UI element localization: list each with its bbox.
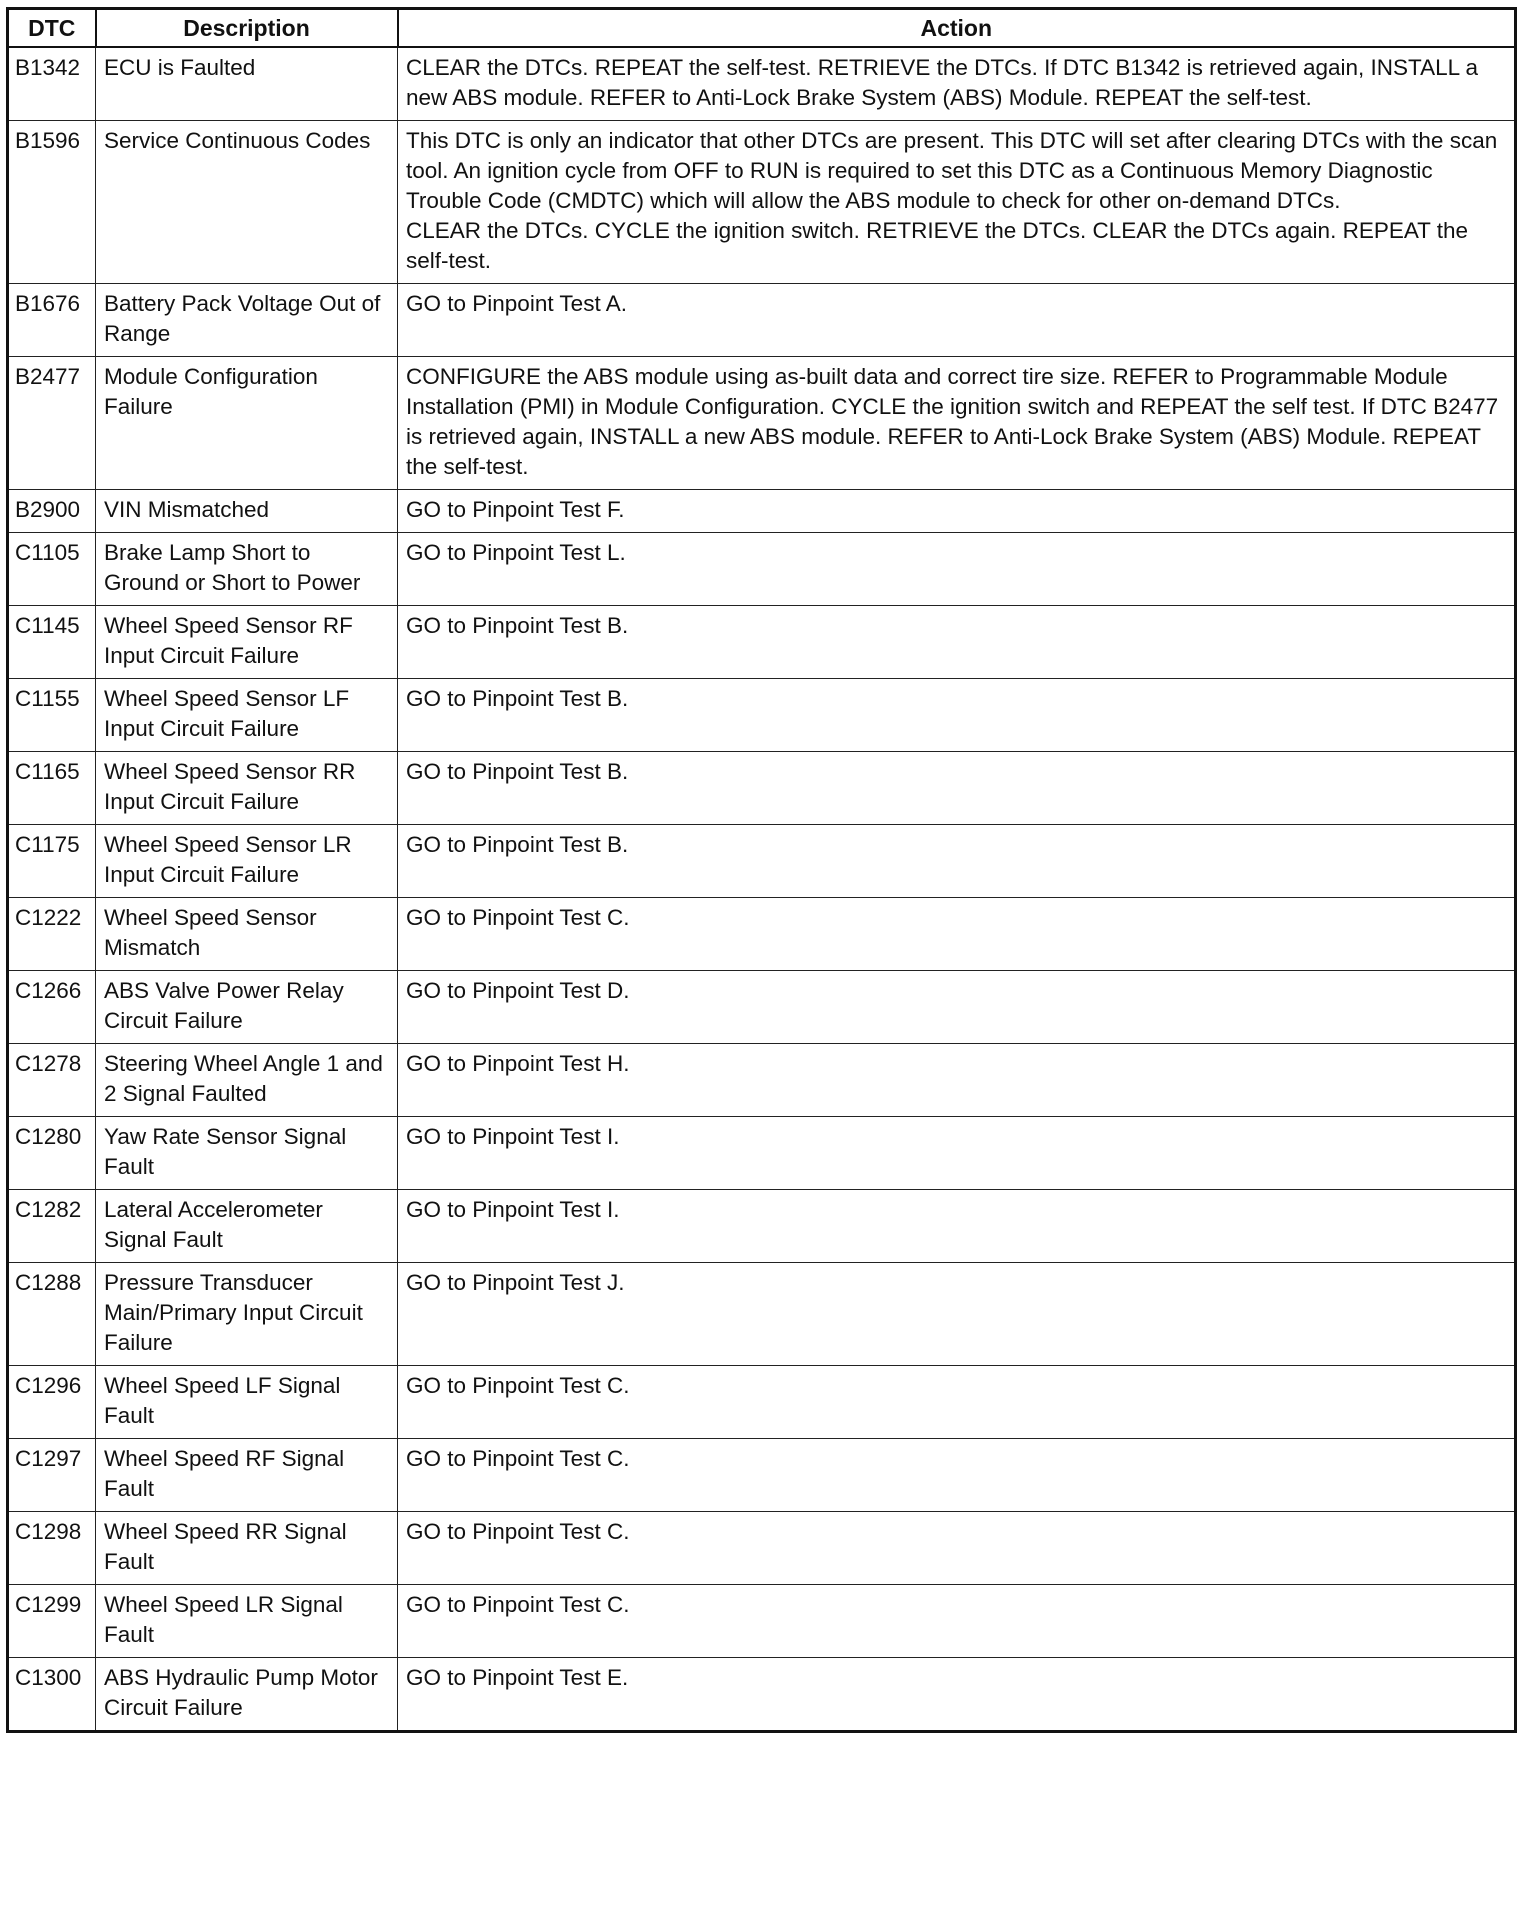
dtc-description: Wheel Speed LF Signal Fault	[96, 1365, 398, 1438]
action-paragraph: GO to Pinpoint Test B.	[406, 685, 629, 711]
action-paragraph: GO to Pinpoint Test I.	[406, 1196, 620, 1222]
table-row	[8, 970, 1516, 1043]
dtc-code: B1676	[8, 283, 96, 356]
dtc-action	[398, 532, 1516, 605]
table-row	[8, 356, 1516, 489]
action-paragraph: CONFIGURE the ABS module using as-built data and correct tire size. REFER to Programmable Module Installation (PMI) in Module Configuration. CYCLE the ignition switch and REPEAT the self test. If DTC B2477 is retrieved again, INSTALL a new ABS module. REFER to Anti-Lock Brake System (ABS) Module. REPEAT the self-test.	[406, 363, 1499, 479]
dtc-description: Wheel Speed Sensor Mismatch	[96, 897, 398, 970]
header-description: Description	[96, 9, 398, 47]
dtc-code: C1175	[8, 824, 96, 897]
table-row	[8, 1116, 1516, 1189]
dtc-code: C1278	[8, 1043, 96, 1116]
action-paragraph: GO to Pinpoint Test L.	[406, 539, 626, 565]
dtc-action	[398, 356, 1516, 489]
dtc-code: C1266	[8, 970, 96, 1043]
dtc-action	[398, 970, 1516, 1043]
dtc-description: Wheel Speed Sensor RF Input Circuit Failure	[96, 605, 398, 678]
table-row	[8, 283, 1516, 356]
header-action: Action	[398, 9, 1516, 47]
table-body	[8, 47, 1516, 1732]
table-row	[8, 120, 1516, 283]
dtc-description: Wheel Speed LR Signal Fault	[96, 1584, 398, 1657]
action-paragraph: CLEAR the DTCs. CYCLE the ignition switch. RETRIEVE the DTCs. CLEAR the DTCs again. REPEAT the self-test.	[406, 217, 1469, 273]
dtc-code: C1155	[8, 678, 96, 751]
dtc-code: C1165	[8, 751, 96, 824]
dtc-code: C1282	[8, 1189, 96, 1262]
dtc-code: C1222	[8, 897, 96, 970]
dtc-action	[398, 824, 1516, 897]
dtc-description: Brake Lamp Short to Ground or Short to Power	[96, 532, 398, 605]
dtc-code: C1288	[8, 1262, 96, 1365]
table-row	[8, 1043, 1516, 1116]
dtc-action	[398, 897, 1516, 970]
action-paragraph: CLEAR the DTCs. REPEAT the self-test. RETRIEVE the DTCs. If DTC B1342 is retrieved again, INSTALL a new ABS module. REFER to Anti-Lock Brake System (ABS) Module. REPEAT the self-test.	[406, 54, 1479, 110]
dtc-action	[398, 751, 1516, 824]
header-dtc: DTC	[8, 9, 96, 47]
dtc-code: B2900	[8, 489, 96, 532]
action-paragraph: GO to Pinpoint Test F.	[406, 496, 625, 522]
action-paragraph: GO to Pinpoint Test E.	[406, 1664, 629, 1690]
dtc-action	[398, 1116, 1516, 1189]
action-paragraph: GO to Pinpoint Test C.	[406, 1445, 630, 1471]
dtc-code: C1299	[8, 1584, 96, 1657]
dtc-description: Lateral Accelerometer Signal Fault	[96, 1189, 398, 1262]
dtc-action	[398, 1438, 1516, 1511]
dtc-code: C1297	[8, 1438, 96, 1511]
table-row	[8, 1189, 1516, 1262]
action-paragraph: GO to Pinpoint Test I.	[406, 1123, 620, 1149]
dtc-description: Wheel Speed Sensor RR Input Circuit Failure	[96, 751, 398, 824]
dtc-description: Battery Pack Voltage Out of Range	[96, 283, 398, 356]
action-paragraph: GO to Pinpoint Test B.	[406, 612, 629, 638]
table-row	[8, 605, 1516, 678]
table-row	[8, 897, 1516, 970]
table-row	[8, 1584, 1516, 1657]
table-row	[8, 678, 1516, 751]
action-paragraph: This DTC is only an indicator that other DTCs are present. This DTC will set after clearing DTCs with the scan tool. An ignition cycle from OFF to RUN is required to set this DTC as a Continuous Memory Diagnostic Trouble Code (CMDTC) which will allow the ABS module to check for other on-demand DTCs.	[406, 127, 1498, 213]
dtc-code: C1300	[8, 1657, 96, 1731]
action-paragraph: GO to Pinpoint Test H.	[406, 1050, 630, 1076]
dtc-description: Yaw Rate Sensor Signal Fault	[96, 1116, 398, 1189]
table-row	[8, 1657, 1516, 1731]
table-row	[8, 1365, 1516, 1438]
header-row	[8, 9, 1516, 47]
dtc-description: Wheel Speed RF Signal Fault	[96, 1438, 398, 1511]
dtc-description: Wheel Speed Sensor LR Input Circuit Failure	[96, 824, 398, 897]
dtc-action	[398, 1043, 1516, 1116]
dtc-description: Module Configuration Failure	[96, 356, 398, 489]
dtc-action	[398, 1189, 1516, 1262]
dtc-description: ECU is Faulted	[96, 47, 398, 121]
dtc-action	[398, 47, 1516, 121]
action-paragraph: GO to Pinpoint Test C.	[406, 1591, 630, 1617]
dtc-description: VIN Mismatched	[96, 489, 398, 532]
action-paragraph: GO to Pinpoint Test B.	[406, 831, 629, 857]
dtc-action	[398, 1511, 1516, 1584]
dtc-action	[398, 1584, 1516, 1657]
dtc-action	[398, 489, 1516, 532]
action-paragraph: GO to Pinpoint Test B.	[406, 758, 629, 784]
dtc-description: Wheel Speed RR Signal Fault	[96, 1511, 398, 1584]
dtc-action	[398, 1657, 1516, 1731]
table-row	[8, 824, 1516, 897]
dtc-description: Wheel Speed Sensor LF Input Circuit Failure	[96, 678, 398, 751]
table-row	[8, 47, 1516, 121]
action-paragraph: GO to Pinpoint Test C.	[406, 1372, 630, 1398]
dtc-action	[398, 678, 1516, 751]
dtc-action	[398, 283, 1516, 356]
table-row	[8, 751, 1516, 824]
action-paragraph: GO to Pinpoint Test D.	[406, 977, 630, 1003]
action-paragraph: GO to Pinpoint Test C.	[406, 904, 630, 930]
dtc-code: C1105	[8, 532, 96, 605]
table-row	[8, 532, 1516, 605]
table-row	[8, 1438, 1516, 1511]
dtc-description: Steering Wheel Angle 1 and 2 Signal Faulted	[96, 1043, 398, 1116]
dtc-code: C1280	[8, 1116, 96, 1189]
dtc-action	[398, 120, 1516, 283]
dtc-action	[398, 605, 1516, 678]
dtc-code: C1145	[8, 605, 96, 678]
dtc-code: C1296	[8, 1365, 96, 1438]
action-paragraph: GO to Pinpoint Test C.	[406, 1518, 630, 1544]
dtc-description: ABS Hydraulic Pump Motor Circuit Failure	[96, 1657, 398, 1731]
dtc-code: B2477	[8, 356, 96, 489]
dtc-code: B1596	[8, 120, 96, 283]
dtc-description: ABS Valve Power Relay Circuit Failure	[96, 970, 398, 1043]
dtc-action	[398, 1262, 1516, 1365]
dtc-table	[6, 7, 1517, 1733]
dtc-action	[398, 1365, 1516, 1438]
dtc-description: Service Continuous Codes	[96, 120, 398, 283]
action-paragraph: GO to Pinpoint Test A.	[406, 290, 627, 316]
dtc-description: Pressure Transducer Main/Primary Input Circuit Failure	[96, 1262, 398, 1365]
table-row	[8, 1262, 1516, 1365]
table-row	[8, 1511, 1516, 1584]
action-paragraph: GO to Pinpoint Test J.	[406, 1269, 625, 1295]
dtc-code: B1342	[8, 47, 96, 121]
dtc-code: C1298	[8, 1511, 96, 1584]
table-row	[8, 489, 1516, 532]
